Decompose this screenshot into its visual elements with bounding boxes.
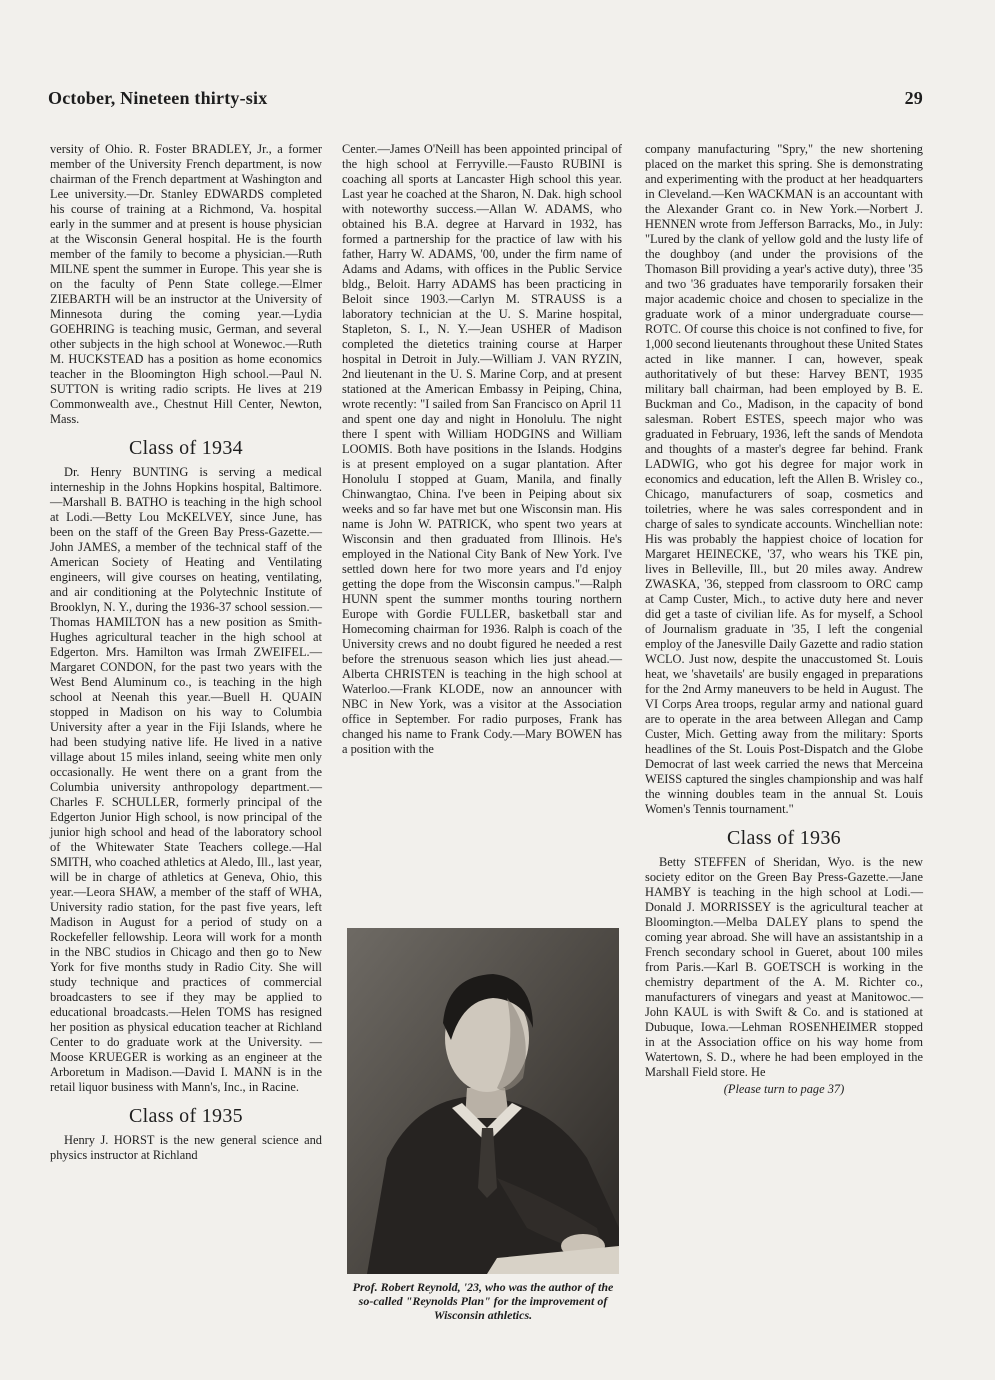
class-1933-continued-text: versity of Ohio. R. Foster BRADLEY, Jr., a former member of the University French department, is now chairman of the French department at Washington and Lee university.—Dr. Stanley EDWARDS completed his course of training at a Richmond, Va. hospital early in the summer and at present is house physician at the Wisconsin General hospital. He is the fourth member of the family to become a physician.—Ruth MILNE spent the summer in Europe. This year she is on the faculty of Penn State college.—Elmer ZIEBARTH will be an instructor at the University of Minnesota during the coming year.—Lydia GOEHRING is teaching music, German, and several other subjects in the high school at Wonewoc.—Ruth M. HUCKSTEAD has a position as home economics teacher in the Bloomington High school.—Paul N. SUTTON is writing radio scripts. He lives at 219 Commonwealth ave., Chestnut Hill Center, Newton, Mass. xyxy=(50,142,322,426)
continued-on-page-37: (Please turn to page 37) xyxy=(723,1082,845,1096)
class-1935-text: Henry J. HORST is the new general science and physics instructor at Richland xyxy=(50,1133,322,1162)
class-1935-continued-text-2: company manufacturing "Spry," the new shortening placed on the market this spring. She is demonstrating and experimenting with the product at her headquarters in Cleveland.—Ken WACKMAN is an accountant with the Alexander Grant co. in New York.—Norbert J. HENNEN wrote from Jefferson Barracks, Mo., in July: "Lured by the clank of yellow gold and the lusty life of the doughboy (and under the provisions of the Thomason Bill providing a year's active duty), three '35 and two '36 graduates have temporarily forsaken their major academic choice and chosen to specialize in the graduate work of a minor undergraduate course—ROTC. Of course this choice is not confined to five, for 1,000 second lieutenants throughout these United States acted in like manner. I can, however, speak authoritatively of but these: Harvey BENT, 1935 military ball chairman, had been employed by B. E. Buckman and Co., Madison, in the capacity of bond salesman. Robert ESTES, speech major who was graduated in February, 1936, left the sands of Mendota and thoughts of a master's degree far behind. Frank LADWIG, who got his degree for major work in economics and education, left the Allen B. Wrisley co., Chicago, manufacturers of soap, cosmetics and toiletries, where he was sales correspondent and in charge of sales to syndicate accounts. Winchellian note: His was probably the happiest choice of location for Margaret HEINECKE, '37, who wears his TKE pin, lives in Belleville, Ill., but 20 miles away. Andrew ZWASKA, '36, stepped from classroom to ORC camp at Camp Custer, Mich., to active duty here and never did get a taste of civilian life. As for myself, a School of Journalism graduate in '35, I left the congenial employ of the Janesville Daily Gazette and radio station WCLO. Just now, despite the unaccustomed St. Louis heat, we 'shavetails' are busily engaged in preparations for the 2nd Army maneuvers to be held in August. The VI Corps Area troops, regular army and national guard are to operate in the area between Allegan and Camp Custer, Mich. Getting away from the military: Sports headlines of the St. Louis Post-Dispatch and the Globe Democrat of last week carried the news that Merceina WEISS captured the singles championship and was half the winning doubles team in the annual St. Louis Women's Tennis tournament." xyxy=(645,142,924,816)
class-1934-heading: Class of 1934 xyxy=(129,437,243,459)
column-3 xyxy=(645,142,923,1342)
class-1935-continued-text: Center.—James O'Neill has been appointed principal of the high school at Ferryville.—Fausto RUBINI is coaching all sports at Lancaster High school this year. Last year he coached at the Sharon, N. Dak. high school with noteworthy success.—Allan W. ADAMS, who obtained his B.A. degree at Harvard in 1932, has formed a partnership for the practice of law with his father, Harry W. ADAMS, '00, under the firm name of Adams and Adams, with offices in the Public Service bldg., Beloit. Harry ADAMS has been practicing in Beloit since 1903.—Carlyn M. STRAUSS is a laboratory technician at the U. S. Marine hospital, Stapleton, S. I., N. Y.—Jean USHER of Madison completed the dietetics training course at Harper hospital in Detroit in July.—William J. VAN RYZIN, 2nd lieutenant in the U. S. Marine Corp, and at present stationed at the American Embassy in Peiping, China, wrote recently: "I sailed from San Francisco on April 11 and spent one day and night in Honolulu. The night there I spent with William HODGINS and William LOOMIS. Both have positions in the Islands. Hodgins is at present employed on a sugar plantation. After Honolulu I stopped at Guam, Manila, and finally Chinwangtao, China. I've been in Peiping about six weeks and so far have met but one Wisconsin man. His name is John W. PATRICK, who spent two years at Wisconsin and then graduated from Illinois. He's employed in the National City Bank of New York. I've settled down here for two more years and I'd enjoy getting the dope from the Wisconsin campus."—Ralph HUNN spent the summer months touring northern Europe with Gordie FULLER, basketball star and Homecoming chairman for 1936. Ralph is coach of the University crews and no doubt figured he needed a rest before the strenuous season which lies just ahead.—Alberta CHRISTEN is teaching in the high school at Waterloo.—Frank KLODE, now an announcer with NBC in New York, was a visitor at the Association office in September. For radio purposes, Frank has changed his name to Frank Cody.—Mary BOWEN has a position with the xyxy=(342,142,622,756)
portrait-photo xyxy=(347,928,619,1274)
issue-date: October, Nineteen thirty-six xyxy=(48,88,268,108)
portrait-illustration xyxy=(347,928,619,1274)
column-1 xyxy=(50,142,322,1340)
class-1936-text: Betty STEFFEN of Sheridan, Wyo. is the new society editor on the Green Bay Press-Gazette.—Jane HAMBY is teaching in the high school at Lodi.—Donald J. MORRISSEY is the agricultural teacher at Bloomington.—Melba DALEY plans to spend the coming year abroad. She will have an assistantship in a French secondary school in Gueret, about 100 miles from Paris.—Karl B. GOETSCH is working in the chemistry department of the A. M. Richter co., manufacturers of vinegars and yeast at Manitowoc.—John KAUL is with Swift & Co. and is stationed at Dubuque, Iowa.—Lehman ROSENHEIMER stopped in at the Association office on his way home from Watertown, S. D., where he had been employed in the Marshall Field store. He xyxy=(645,855,923,1079)
class-1936-heading: Class of 1936 xyxy=(727,827,841,849)
class-1934-text: Dr. Henry BUNTING is serving a medical interneship in the Johns Hopkins hospital, Baltimore.—Marshall B. BATHO is teaching in the high school at Lodi.—Betty Lou McKELVEY, since June, has been on the staff of the Green Bay Press-Gazette.—John JAMES, a member of the technical staff of the American Society of Heating and Ventilating engineers, will give courses on heating, ventilating, and air conditioning at the Polytechnic Institute of Brooklyn, N. Y., during the 1936-37 school session.—Thomas HAMILTON has a new position as Smith-Hughes agricultural teacher in the high school at Edgerton. Mrs. Hamilton was Irmah ZWEIFEL.—Margaret CONDON, for the past two years with the West Bend Aluminum co., is teaching in the high school at Neenah this year.—Buell H. QUAIN stopped in Madison on his way to Columbia University after a year in the Fiji Islands, where he had been studying native life. He lived in a native village about 15 miles inland, seeing white men only occasionally. He went there on a grant from the Columbia university anthropology department.—Charles F. SCHULLER, formerly principal of the Edgerton Junior High school, is now principal of the junior high school and head of the laboratory school of the Whitewater State Teachers college.—Hal SMITH, who coached athletics at Aledo, Ill., last year, will be in charge of athletics at Geneva, Ohio, this year.—Leora SHAW, a member of the staff of WHA, University radio station, for the past five years, left Madison in August for a period of study on a Rockefeller fellowship. Leora will work for a month in the NBC studios in Chicago and then go to New York for five months study in Radio City. She will study technique and practices of commercial broadcasters to see if they may be applied to educational broadcasts.—Helen TOMS has resigned her position as physical education teacher at Richland Center to do graduate work at the University. — Moose KRUEGER is working as an engineer at the Arboretum in Madison.—David I. MANN is in the retail liquor business with Mann's, Inc., in Racine. xyxy=(50,465,322,1094)
class-1935-heading: Class of 1935 xyxy=(129,1105,243,1127)
photo-caption: Prof. Robert Reynold, '23, who was the author of the so-called "Reynolds Plan" for the improvement of Wisconsin athletics. xyxy=(352,1280,614,1322)
column-2 xyxy=(342,142,622,904)
page-header xyxy=(48,88,923,118)
page-number: 29 xyxy=(904,88,923,108)
